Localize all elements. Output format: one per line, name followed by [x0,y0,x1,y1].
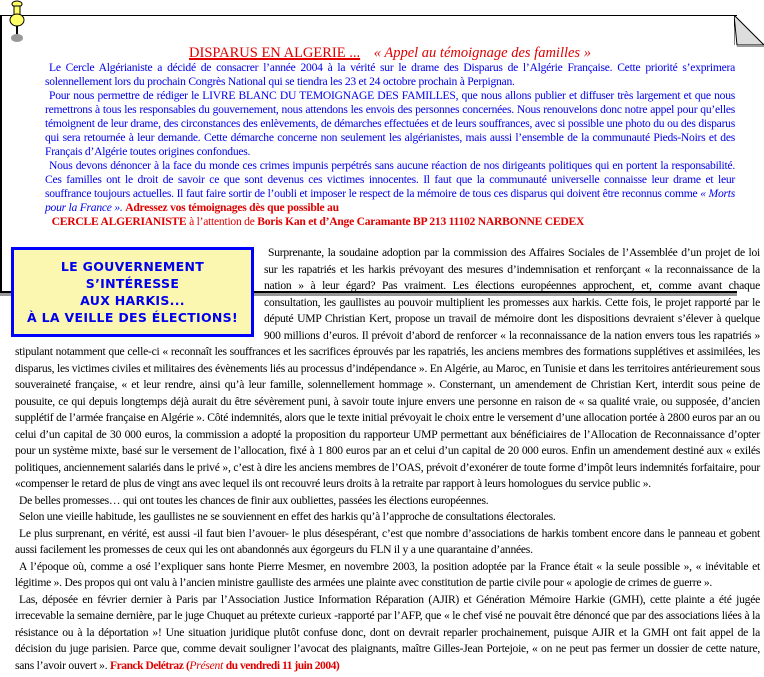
article-paragraph: Surprenante, la soudaine adoption par la commission des Affaires Sociales de l’Assemblée d’un projet de loi sur les rapatriés et les harkis prévoyant des mesures d’indemnisation et renforçant « la reconnaissance de la nation » à leur égard? Pas vraiment. Les élections européennes approchent, et, comme avant chaque consultation, les gaullistes au pouvoir multiplient les promesses aux harkis. Cette fois, le projet rapporté par le député UMP Christian Kert, propose un travail de mémoire dont les dispositions devraient s’élever à quelque 900 millions d’euros. Il prévoit d’abord de renforcer « la reconnaissance de la nation envers tous les rapatriés » stipulant notamment que celle-ci « reconnaît les souffrances et les sacrifices éprouvés par les rapatriés, les anciens membres des formations supplétives et assimilées, les disparus, les victimes civiles et militaires des évènements liés au processus d’indépendance ». En Algérie, au Maroc, en Tunisie et dans les territoires antérieurement sous souveraineté française, « et leur rendre, ainsi qu’à leur famille, solennellement hommage ». Consternant, un amendement de Christian Kert, interdit sous peine de pousuite, ce qui depuis longtemps déjà aurait du être sévèrement puni, à savoir toute injure envers une personne en raison de « sa qualité vraie, ou supposée, d’ancien supplétif de l’armée française en Algérie ». Côté indemnités, alors que le texte initial prévoyait le choix entre le versement d’une allocation portée à 2800 euros par an ou celui d’un capital de 30 000 euros, la commission a adopté la proposition du rapporteur UMP permettant aux bénéficiaires de l’Allocation de Reconnaissance d’opter pour un système mixte, basé sur le versement de l’allocation, fixé à 1 800 euros par an et celui d’un capital de 20 000 euros. Enfin un amendement destiné aux « exilés politiques, anciennement salariés dans le privé », c’est à dire les anciens membres de l’OAS, prévoit d’exonérer de toute forme d’impôt leurs indemnités forfaitaire, pour «compenser le retard de plus de vingt ans avec lequel ils ont recouvré leurs droits à la retraite par rapport à leurs homologues du service public ». [15,246,760,490]
signature-author: Franck Delétraz [110,658,184,672]
pushpin-icon [8,0,26,44]
article-paragraph: De belles promesses… qui ont toutes les chances de finir aux oubliettes, passées les élections européennes. [19,493,489,507]
article [15,245,760,674]
notice-quote: « Morts pour la France ». [45,187,735,214]
notice-call: Adressez vos témoignages dès que possible au [125,201,339,214]
headline-line: LE GOUVERNEMENT S’INTÉRESSE [60,259,205,291]
notice-title-main: DISPARUS EN ALGERIE ... [189,45,361,61]
headline-box [11,247,254,337]
article-paragraph: Le plus surprenant, en vérité, est aussi -il faut bien l’avouer- le plus désespérant, c’est que nombre d’associations de harkis tombent encore dans le panneau et gobent aussi facilement les promesses de ceux qui les ont abandonnés aux égorgeurs du FLN il y a une quarantaine d’années. [15,526,760,556]
notice-paragraph [45,159,735,215]
address-attention: à l’attention de [189,215,255,228]
signature-open: ( [186,658,190,672]
headline-line: AUX HARKIS... [80,293,185,308]
notice-paragraph: Pour nous permettre de rédiger le LIVRE BLANC DU TEMOIGNAGE DES FAMILLES, que nous allons publier et diffuser très largement et que nous remettrons à tous les responsables du gouvernement, nous attendons les envois des personnes concernées. Nous renouvelons donc notre appel pour qu’elles témoignent de leur drame, des circonstances des enlèvements, de démarches effectuées et de leurs souffrances, avec si possible une photo du ou des disparus qui sera retournée à leur demande. Cette démarche concerne non seulement les algérianistes, mais aussi l’ensemble de la communauté Pieds-Noirs et des Français d’Algérie toutes origines confondues. [45,89,735,158]
signature-date: du vendredi 11 juin 2004) [225,658,340,672]
headline-line: À LA VEILLE DES ÉLECTIONS! [27,310,238,325]
appeal-notice [45,45,735,229]
article-paragraph: Selon une vieille habitude, les gaullistes ne se souviennent en effet des harkis qu’à l’approche de consultations électorales. [19,510,556,523]
article-paragraph [15,592,760,675]
notice-paragraph: Le Cercle Algérianiste a décidé de consacrer l’année 2004 à la vérité sur le drame des Disparus de l’Algérie Française. Cette priorité s’exprimera solennellement lors du prochain Congrès National qui se tiendra les 23 et 24 octobre prochain à Perpignan. [45,61,735,88]
signature-publication: Présent [189,658,224,672]
folded-corner-icon [734,15,764,47]
article-text: Las, déposée en février dernier à Paris par l’Association Justice Information Réparation (AJIR) et Génération Mémoire Harkie (GMH), cette plainte a été jugée irrecevable la semaine dernière, par le juge Chuquet au prétexte curieux -rapporté par l’AFP, que « le chef visé ne pouvait être dénoncé que par des associations liées à la résistance ou à la déportation »! Une situation juridique plutôt confuse donc, dont on devrait reparler prochainement, puisque AJIR et la GMH ont fait appel de la décision du juge parisien. Parce que, comme devait souligner l’avocat des plaignants, maître Gilles-Jean Portejoie, « on ne peut pas fermer un dossier de cette nature, sans l’avoir ouvert ». [15,592,760,672]
address-details: Boris Kan et d’Ange Caramante BP 213 11102 NARBONNE CEDEX [257,215,585,228]
notice-title-sub: « Appel au témoignage des familles » [373,45,591,61]
notice-title [45,45,735,61]
article-paragraph: A l’époque où, comme a osé l’expliquer sans honte Pierre Mesmer, en novembre 2003, la position adoptée par la France était « la seule possible », « inévitable et légitime ». Des propos qui ont valu à l’ancien ministre gaulliste des armées une plainte avec constitution de partie civile pour « apologie de crimes de guerre ». [15,559,760,589]
notice-text: Nous devons dénoncer à la face du monde ces crimes impunis perpétrés sans aucune réaction de nos dirigeants politiques qui en portent la responsabilité. Ces familles ont le droit de savoir ce que sont devenus ces victimes innocentes. Il faut que la communauté universelle connaisse leur drame et leur souffrance toujours actuelles. Il faut faire sortir de l’oubli et imposer le respect de la mémoire de tous ces disparus qui doivent être reconnus comme [45,159,735,200]
address-org: CERCLE ALGERIANISTE [51,215,187,228]
notice-address [45,215,735,229]
